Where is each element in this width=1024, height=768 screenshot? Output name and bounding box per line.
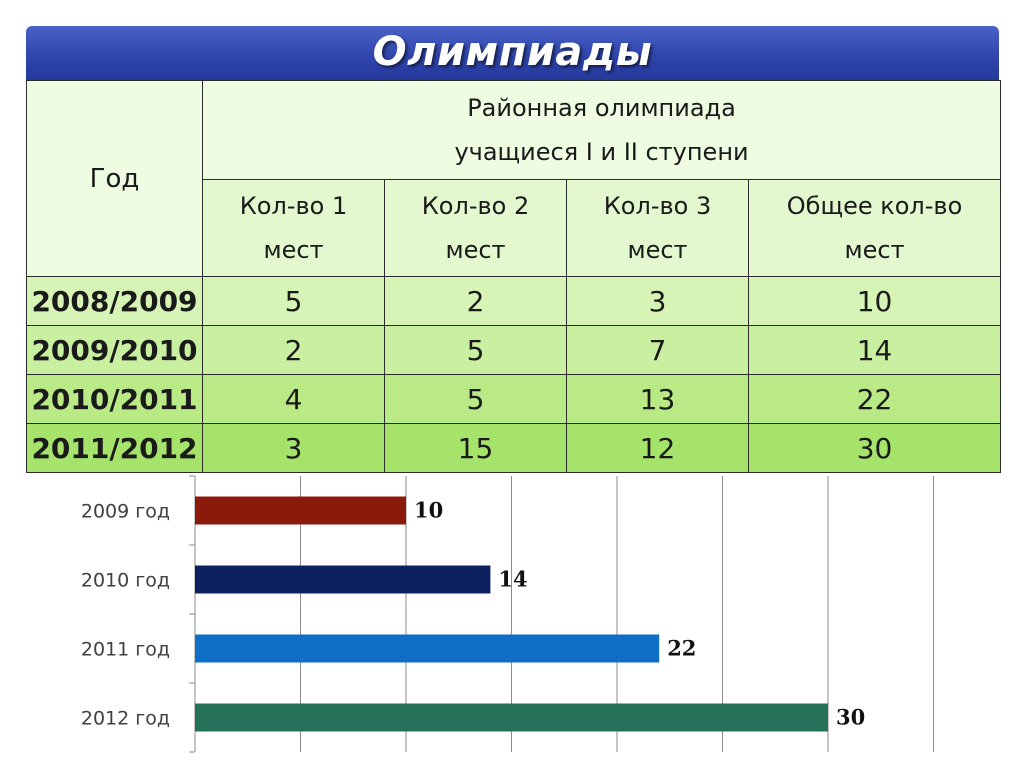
header-group-line2: учащиеся I и II ступени: [454, 138, 749, 166]
row-cell-c2: 5: [385, 326, 567, 375]
row-cell-c1: 4: [203, 375, 385, 424]
header-col-3-line1: Кол-во 3: [603, 192, 712, 220]
header-col-total: [749, 180, 1001, 277]
bar: [195, 635, 659, 663]
header-col-1-line1: Кол-во 1: [239, 192, 348, 220]
row-cell-total: 10: [749, 277, 1001, 326]
header-col-1-line2: мест: [263, 236, 324, 264]
bar: [195, 566, 490, 594]
table-row: [27, 375, 1001, 424]
row-year: 2009/2010: [27, 326, 203, 375]
row-cell-c2: 2: [385, 277, 567, 326]
table-row: [27, 277, 1001, 326]
header-col-1: [203, 180, 385, 277]
row-year: 2011/2012: [27, 424, 203, 473]
row-cell-c2: 5: [385, 375, 567, 424]
row-cell-total: 14: [749, 326, 1001, 375]
row-cell-total: 30: [749, 424, 1001, 473]
bar: [195, 497, 406, 525]
row-cell-c2: 15: [385, 424, 567, 473]
olympiad-table: [26, 80, 1001, 473]
page-title: Олимпиады: [372, 29, 653, 75]
row-cell-c3: 7: [567, 326, 749, 375]
data-label: 14: [498, 566, 528, 592]
data-label: 30: [836, 704, 866, 730]
header-col-3: [567, 180, 749, 277]
category-label: 2011 год: [80, 638, 170, 661]
row-cell-c1: 3: [203, 424, 385, 473]
header-col-3-line2: мест: [627, 236, 688, 264]
category-label: 2009 год: [80, 500, 170, 523]
header-col-2-line2: мест: [445, 236, 506, 264]
header-year: [27, 81, 203, 277]
data-label: 10: [414, 497, 444, 523]
table-row: [27, 424, 1001, 473]
header-col-2-line1: Кол-во 2: [421, 192, 530, 220]
bar-chart: [0, 472, 1024, 768]
header-group: [203, 81, 1001, 180]
row-cell-total: 22: [749, 375, 1001, 424]
row-year: 2010/2011: [27, 375, 203, 424]
header-col-total-line2: мест: [844, 236, 905, 264]
row-cell-c1: 5: [203, 277, 385, 326]
title-banner: [26, 26, 999, 82]
header-col-2: [385, 180, 567, 277]
data-label: 22: [667, 635, 697, 661]
row-cell-c3: 13: [567, 375, 749, 424]
header-col-total-line1: Общее кол-во: [786, 192, 963, 220]
header-group-line1: Районная олимпиада: [467, 94, 736, 122]
row-year: 2008/2009: [27, 277, 203, 326]
row-cell-c3: 3: [567, 277, 749, 326]
header-year-label: Год: [89, 163, 140, 194]
bar: [195, 704, 828, 732]
table-row: [27, 326, 1001, 375]
category-label: 2010 год: [80, 569, 170, 592]
row-cell-c3: 12: [567, 424, 749, 473]
category-label: 2012 год: [80, 707, 170, 730]
row-cell-c1: 2: [203, 326, 385, 375]
